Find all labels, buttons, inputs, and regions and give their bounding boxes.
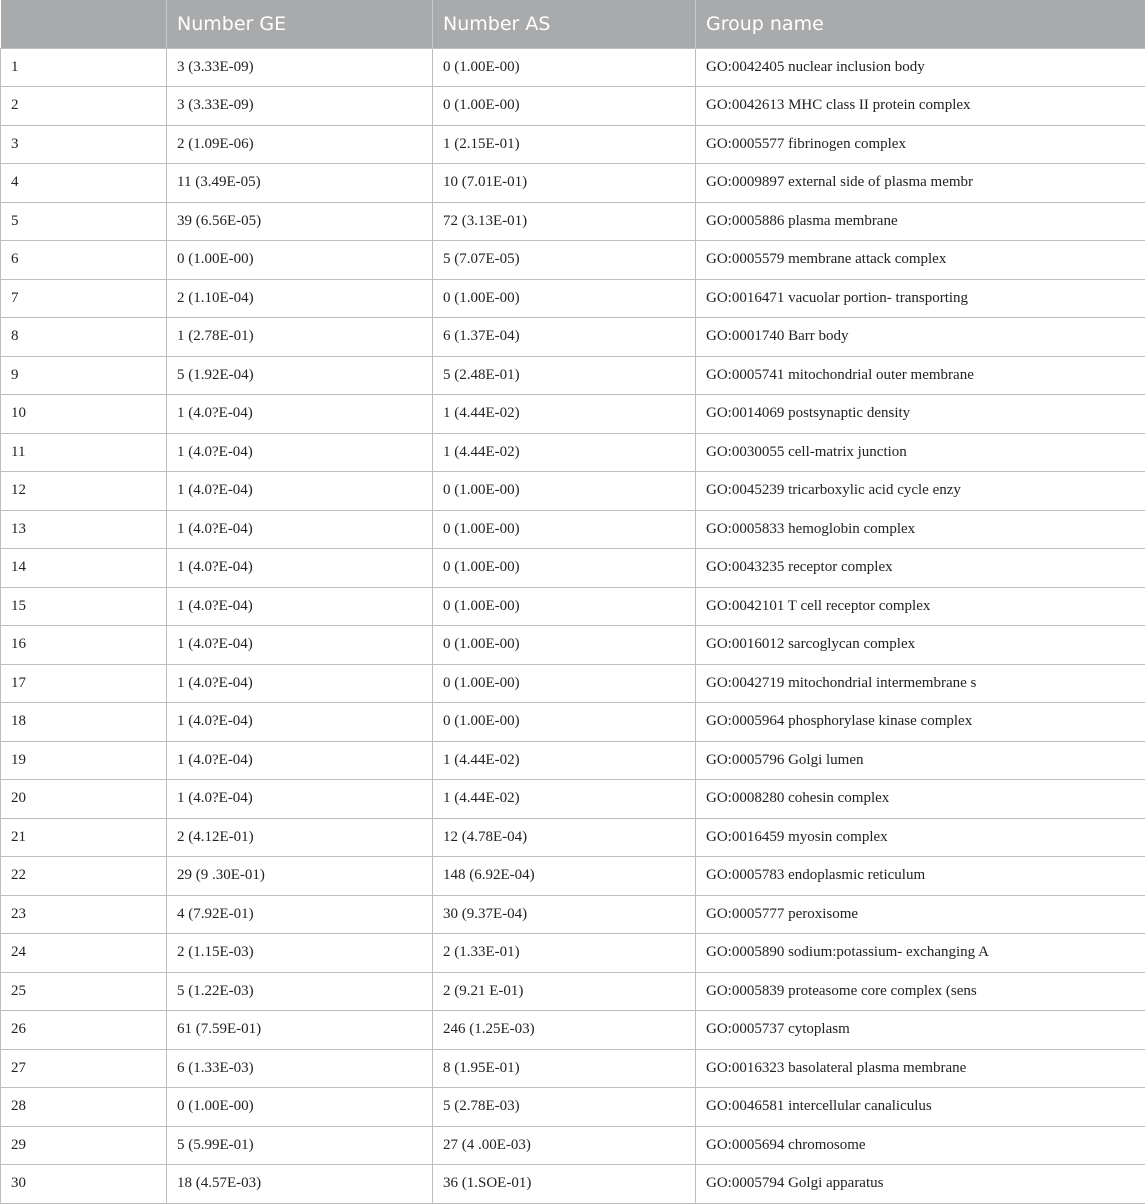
table-row — [1, 1165, 1145, 1204]
cell-index: 16 — [1, 626, 167, 665]
cell-number-as: 0 (1.00E-00) — [433, 279, 696, 318]
cell-number-as: 2 (9.21 E-01) — [433, 972, 696, 1011]
table-row — [1, 972, 1145, 1011]
cell-group-name: GO:0005579 membrane attack complex — [696, 241, 1145, 280]
cell-number-ge: 5 (1.92E-04) — [167, 356, 433, 395]
cell-number-as: 10 (7.01E-01) — [433, 164, 696, 203]
cell-index: 18 — [1, 703, 167, 742]
cell-number-as: 1 (2.15E-01) — [433, 125, 696, 164]
cell-group-name: GO:0045239 tricarboxylic acid cycle enzy — [696, 472, 1145, 511]
table-row — [1, 664, 1145, 703]
cell-number-ge: 3 (3.33E-09) — [167, 48, 433, 87]
cell-index: 9 — [1, 356, 167, 395]
cell-group-name: GO:0042101 T cell receptor complex — [696, 587, 1145, 626]
cell-number-as: 6 (1.37E-04) — [433, 318, 696, 357]
cell-number-ge: 1 (4.0?E-04) — [167, 510, 433, 549]
table-row — [1, 318, 1145, 357]
table-row — [1, 279, 1145, 318]
cell-index: 28 — [1, 1088, 167, 1127]
cell-group-name: GO:0030055 cell-matrix junction — [696, 433, 1145, 472]
cell-index: 4 — [1, 164, 167, 203]
cell-group-name: GO:0042405 nuclear inclusion body — [696, 48, 1145, 87]
header-number-ge: Number GE — [167, 0, 433, 48]
cell-group-name: GO:0008280 cohesin complex — [696, 780, 1145, 819]
cell-index: 23 — [1, 895, 167, 934]
cell-number-ge: 18 (4.57E-03) — [167, 1165, 433, 1204]
cell-number-ge: 1 (4.0?E-04) — [167, 549, 433, 588]
cell-index: 29 — [1, 1126, 167, 1165]
cell-index: 30 — [1, 1165, 167, 1204]
table-row — [1, 934, 1145, 973]
table-row — [1, 202, 1145, 241]
cell-group-name: GO:0005890 sodium:potassium- exchanging A — [696, 934, 1145, 973]
cell-group-name: GO:0005796 Golgi lumen — [696, 741, 1145, 780]
cell-number-as: 27 (4 .00E-03) — [433, 1126, 696, 1165]
cell-number-as: 1 (4.44E-02) — [433, 433, 696, 472]
cell-index: 3 — [1, 125, 167, 164]
cell-index: 11 — [1, 433, 167, 472]
cell-number-as: 2 (1.33E-01) — [433, 934, 696, 973]
table-row — [1, 703, 1145, 742]
cell-group-name: GO:0005777 peroxisome — [696, 895, 1145, 934]
table-row — [1, 741, 1145, 780]
cell-number-as: 5 (2.78E-03) — [433, 1088, 696, 1127]
header-group-name: Group name — [696, 0, 1145, 48]
cell-number-ge: 0 (1.00E-00) — [167, 241, 433, 280]
cell-number-as: 0 (1.00E-00) — [433, 626, 696, 665]
cell-number-as: 148 (6.92E-04) — [433, 857, 696, 896]
header-number-as: Number AS — [433, 0, 696, 48]
cell-index: 12 — [1, 472, 167, 511]
cell-number-as: 0 (1.00E-00) — [433, 587, 696, 626]
table-row — [1, 1011, 1145, 1050]
cell-group-name: GO:0005833 hemoglobin complex — [696, 510, 1145, 549]
cell-index: 2 — [1, 87, 167, 126]
cell-group-name: GO:0042613 MHC class II protein complex — [696, 87, 1145, 126]
table-row — [1, 510, 1145, 549]
cell-group-name: GO:0046581 intercellular canaliculus — [696, 1088, 1145, 1127]
cell-index: 8 — [1, 318, 167, 357]
cell-group-name: GO:0005577 fibrinogen complex — [696, 125, 1145, 164]
cell-group-name: GO:0005886 plasma membrane — [696, 202, 1145, 241]
cell-number-as: 5 (7.07E-05) — [433, 241, 696, 280]
cell-number-as: 0 (1.00E-00) — [433, 549, 696, 588]
cell-number-ge: 0 (1.00E-00) — [167, 1088, 433, 1127]
cell-number-ge: 1 (4.0?E-04) — [167, 703, 433, 742]
table-row — [1, 818, 1145, 857]
cell-number-ge: 3 (3.33E-09) — [167, 87, 433, 126]
cell-index: 1 — [1, 48, 167, 87]
cell-number-ge: 2 (4.12E-01) — [167, 818, 433, 857]
table-header — [1, 0, 1145, 48]
cell-number-ge: 5 (1.22E-03) — [167, 972, 433, 1011]
table-row — [1, 164, 1145, 203]
cell-number-as: 1 (4.44E-02) — [433, 395, 696, 434]
table-row — [1, 87, 1145, 126]
cell-index: 26 — [1, 1011, 167, 1050]
table-row — [1, 241, 1145, 280]
cell-number-as: 0 (1.00E-00) — [433, 87, 696, 126]
table-row — [1, 549, 1145, 588]
table-row — [1, 1049, 1145, 1088]
cell-number-ge: 1 (4.0?E-04) — [167, 664, 433, 703]
cell-number-ge: 6 (1.33E-03) — [167, 1049, 433, 1088]
cell-index: 17 — [1, 664, 167, 703]
cell-number-ge: 1 (4.0?E-04) — [167, 472, 433, 511]
cell-number-ge: 1 (2.78E-01) — [167, 318, 433, 357]
cell-number-as: 246 (1.25E-03) — [433, 1011, 696, 1050]
cell-number-ge: 1 (4.0?E-04) — [167, 587, 433, 626]
cell-group-name: GO:0016459 myosin complex — [696, 818, 1145, 857]
table-row — [1, 356, 1145, 395]
cell-number-ge: 5 (5.99E-01) — [167, 1126, 433, 1165]
cell-number-ge: 1 (4.0?E-04) — [167, 626, 433, 665]
table-body — [1, 48, 1145, 1203]
cell-number-ge: 4 (7.92E-01) — [167, 895, 433, 934]
cell-number-as: 5 (2.48E-01) — [433, 356, 696, 395]
cell-group-name: GO:0005694 chromosome — [696, 1126, 1145, 1165]
cell-index: 10 — [1, 395, 167, 434]
table-row — [1, 587, 1145, 626]
cell-number-as: 0 (1.00E-00) — [433, 510, 696, 549]
cell-group-name: GO:0005741 mitochondrial outer membrane — [696, 356, 1145, 395]
cell-group-name: GO:0016012 sarcoglycan complex — [696, 626, 1145, 665]
cell-number-as: 0 (1.00E-00) — [433, 472, 696, 511]
table-row — [1, 626, 1145, 665]
cell-number-ge: 1 (4.0?E-04) — [167, 780, 433, 819]
cell-index: 7 — [1, 279, 167, 318]
cell-number-as: 0 (1.00E-00) — [433, 703, 696, 742]
cell-index: 14 — [1, 549, 167, 588]
cell-group-name: GO:0005964 phosphorylase kinase complex — [696, 703, 1145, 742]
cell-index: 24 — [1, 934, 167, 973]
cell-number-as: 12 (4.78E-04) — [433, 818, 696, 857]
cell-group-name: GO:0005783 endoplasmic reticulum — [696, 857, 1145, 896]
cell-number-as: 30 (9.37E-04) — [433, 895, 696, 934]
cell-number-ge: 2 (1.15E-03) — [167, 934, 433, 973]
cell-number-as: 1 (4.44E-02) — [433, 780, 696, 819]
cell-number-ge: 1 (4.0?E-04) — [167, 433, 433, 472]
cell-index: 19 — [1, 741, 167, 780]
cell-index: 27 — [1, 1049, 167, 1088]
table-row — [1, 857, 1145, 896]
cell-index: 20 — [1, 780, 167, 819]
cell-group-name: GO:0016471 vacuolar portion- transporting — [696, 279, 1145, 318]
table-row — [1, 125, 1145, 164]
cell-number-as: 0 (1.00E-00) — [433, 664, 696, 703]
cell-number-ge: 11 (3.49E-05) — [167, 164, 433, 203]
cell-number-ge: 61 (7.59E-01) — [167, 1011, 433, 1050]
cell-number-as: 1 (4.44E-02) — [433, 741, 696, 780]
cell-index: 5 — [1, 202, 167, 241]
cell-number-ge: 2 (1.10E-04) — [167, 279, 433, 318]
header-index — [1, 0, 167, 48]
cell-group-name: GO:0005839 proteasome core complex (sens — [696, 972, 1145, 1011]
cell-number-as: 36 (1.SOE-01) — [433, 1165, 696, 1204]
cell-number-ge: 2 (1.09E-06) — [167, 125, 433, 164]
cell-group-name: GO:0016323 basolateral plasma membrane — [696, 1049, 1145, 1088]
cell-number-ge: 1 (4.0?E-04) — [167, 741, 433, 780]
cell-number-as: 0 (1.00E-00) — [433, 48, 696, 87]
table-row — [1, 780, 1145, 819]
cell-group-name: GO:0005737 cytoplasm — [696, 1011, 1145, 1050]
cell-index: 13 — [1, 510, 167, 549]
cell-number-as: 8 (1.95E-01) — [433, 1049, 696, 1088]
cell-group-name: GO:0043235 receptor complex — [696, 549, 1145, 588]
cell-index: 22 — [1, 857, 167, 896]
table-row — [1, 48, 1145, 87]
cell-number-ge: 39 (6.56E-05) — [167, 202, 433, 241]
cell-number-as: 72 (3.13E-01) — [433, 202, 696, 241]
table-row — [1, 895, 1145, 934]
cell-group-name: GO:0042719 mitochondrial intermembrane s — [696, 664, 1145, 703]
cell-group-name: GO:0014069 postsynaptic density — [696, 395, 1145, 434]
cell-index: 21 — [1, 818, 167, 857]
cell-index: 15 — [1, 587, 167, 626]
table-row — [1, 433, 1145, 472]
cell-group-name: GO:0001740 Barr body — [696, 318, 1145, 357]
cell-number-ge: 29 (9 .30E-01) — [167, 857, 433, 896]
table-row — [1, 1126, 1145, 1165]
table-row — [1, 1088, 1145, 1127]
table-row — [1, 472, 1145, 511]
cell-index: 25 — [1, 972, 167, 1011]
cell-group-name: GO:0005794 Golgi apparatus — [696, 1165, 1145, 1204]
cell-group-name: GO:0009897 external side of plasma membr — [696, 164, 1145, 203]
cell-number-ge: 1 (4.0?E-04) — [167, 395, 433, 434]
cell-index: 6 — [1, 241, 167, 280]
header-row — [1, 0, 1145, 48]
table-row — [1, 395, 1145, 434]
